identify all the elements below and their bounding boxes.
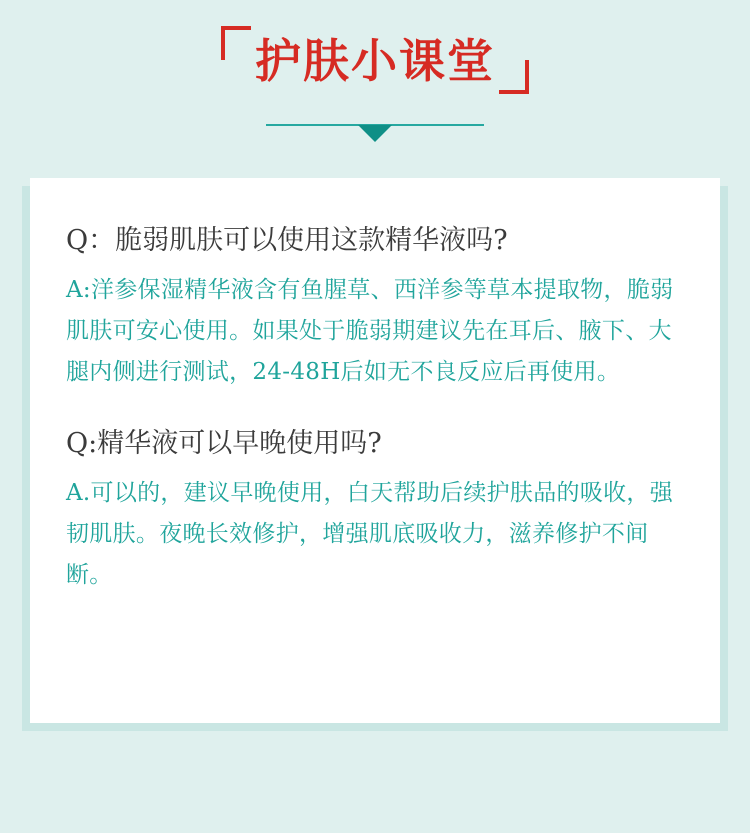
title-wrapper: [221, 26, 529, 100]
faq-answer: A.可以的，建议早晚使用，白天帮助后续护肤品的吸收，强韧肌肤。夜晚长效修护，增强肌底吸收力，滋养修护不间断。: [66, 480, 674, 588]
chevron-down-icon: [358, 125, 392, 142]
faq-question: Q:精华液可以早晚使用吗?: [66, 428, 382, 459]
faq-spacer: [66, 407, 684, 425]
faq-item: [66, 425, 684, 596]
faq-question: Q：脆弱肌肤可以使用这款精华液吗?: [66, 225, 508, 256]
page-title: 护肤小课堂: [255, 34, 495, 88]
faq-answer: A:洋参保湿精华液含有鱼腥草、西洋参等草本提取物，脆弱肌肤可安心使用。如果处于脆弱期建议先在耳后、腋下、大腿内侧进行测试，24-48H后如无不良反应后再使用。: [66, 277, 674, 385]
divider: [0, 110, 750, 152]
bracket-left-icon: [221, 26, 251, 60]
faq-card: [30, 178, 720, 723]
faq-item: [66, 222, 684, 393]
title-area: [0, 0, 750, 100]
bracket-right-icon: [499, 60, 529, 94]
